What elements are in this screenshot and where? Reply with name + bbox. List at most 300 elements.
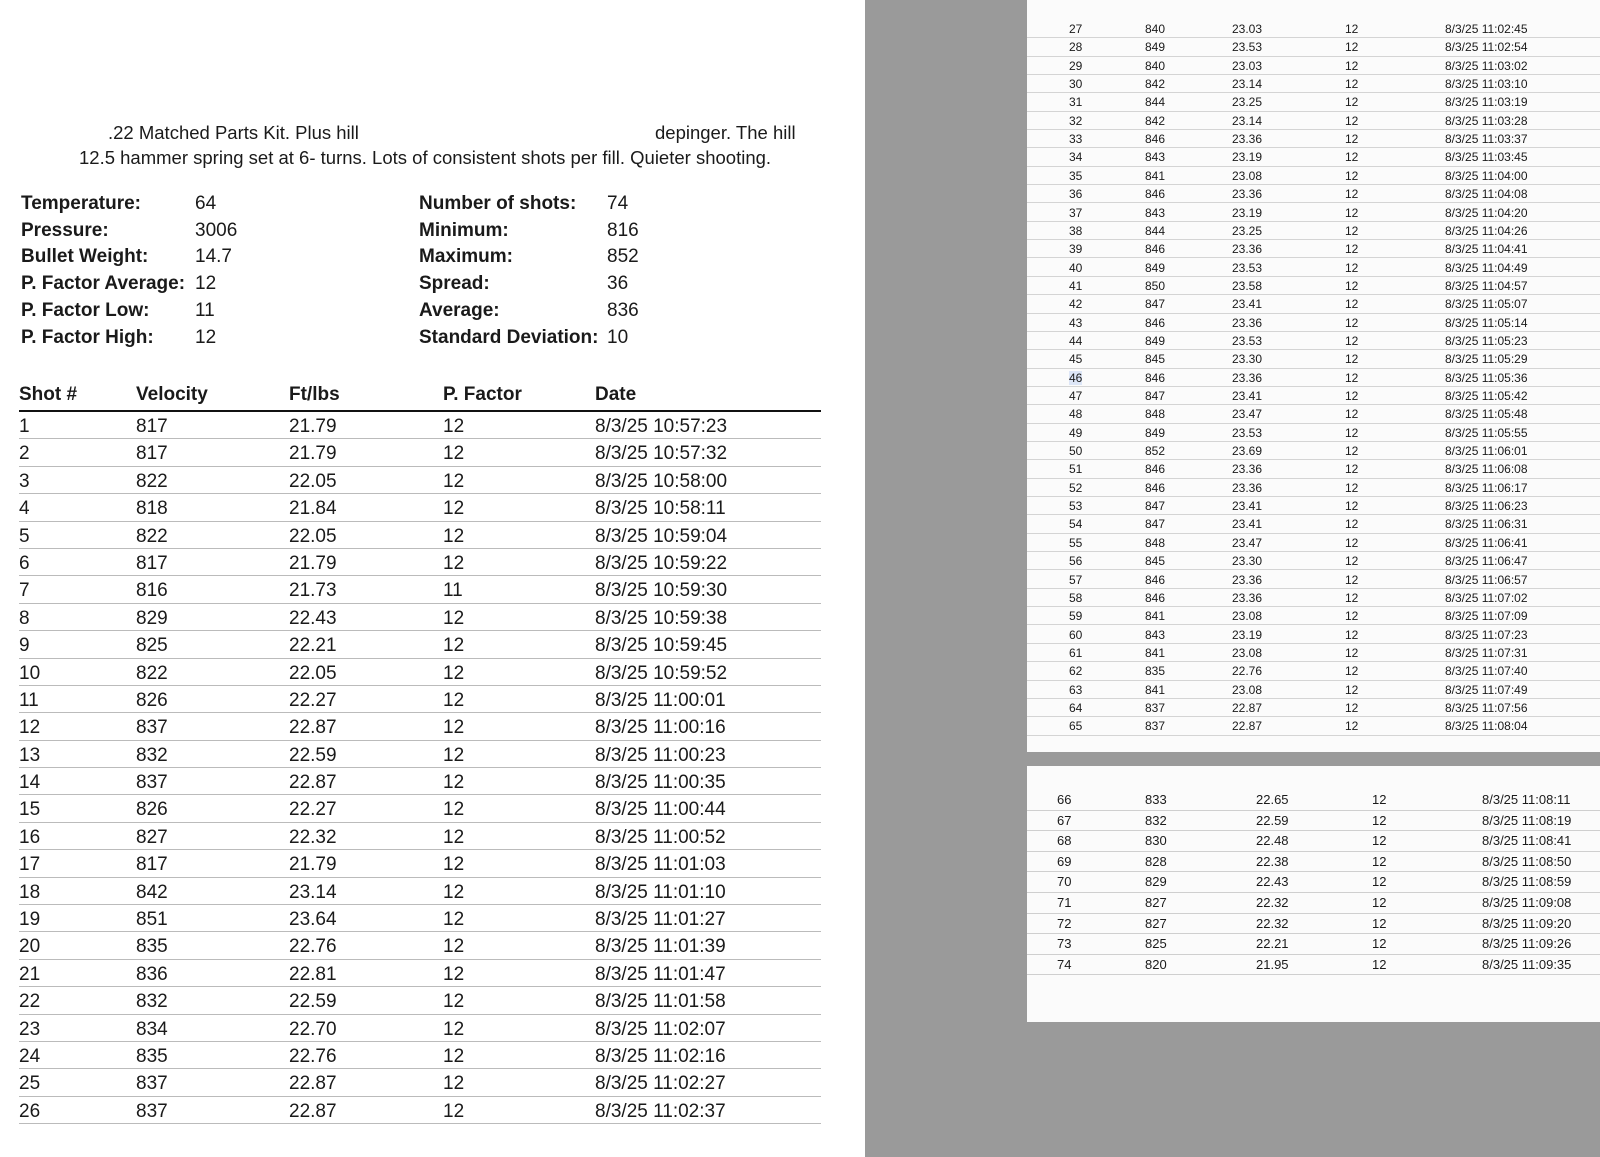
table-cell: 55 [1069,535,1083,550]
table-cell: 36 [1069,187,1083,202]
table-cell: 35 [1069,168,1083,183]
stat-label: Pressure: [21,219,109,241]
table-cell: 12 [1345,590,1359,605]
table-cell: 851 [136,909,168,931]
table-row [19,905,821,932]
table-row [19,823,821,850]
table-row [19,878,821,905]
table-row [1027,588,1600,607]
table-cell: 837 [136,772,168,794]
table-cell: 23.36 [1232,187,1263,202]
table-cell: 59 [1069,609,1083,624]
table-cell: 34 [1069,150,1083,165]
table-cell: 8/3/25 10:59:45 [595,635,728,657]
table-cell: 73 [1057,936,1072,952]
table-cell: 22.87 [289,772,337,794]
table-cell: 841 [1145,168,1166,183]
table-row [19,768,821,795]
stat-value: 36 [607,273,629,295]
table-cell: 846 [1145,572,1166,587]
table-cell: 849 [1145,260,1166,275]
table-row [1027,258,1600,277]
table-row [1027,423,1600,442]
table-row [1027,625,1600,644]
table-cell: 12 [443,689,465,711]
table-cell: 8/3/25 11:00:44 [595,799,726,821]
table-cell: 50 [1069,444,1083,459]
table-row [1027,239,1600,258]
table-cell: 23.14 [1232,77,1263,92]
table-cell: 23.14 [1232,113,1263,128]
table-cell: 22.59 [289,744,337,766]
table-cell: 8/3/25 11:05:07 [1445,297,1528,312]
table-cell: 23.64 [289,909,337,931]
table-cell: 23.41 [1232,297,1263,312]
table-row [1027,913,1600,935]
table-cell: 12 [1345,260,1359,275]
table-cell: 6 [19,552,30,574]
table-cell: 12 [1372,874,1387,890]
table-cell: 12 [1372,833,1387,849]
table-cell: 8/3/25 11:09:26 [1482,936,1572,952]
table-row [1027,933,1600,955]
table-cell: 39 [1069,242,1083,257]
table-row [1027,459,1600,478]
table-cell: 12 [1372,956,1387,972]
table-cell: 23.25 [1232,95,1263,110]
table-cell: 12 [1345,223,1359,238]
table-cell: 10 [19,662,41,684]
table-cell: 12 [1372,853,1387,869]
table-cell: 12 [1345,682,1359,697]
table-row [1027,514,1600,533]
table-cell: 8/3/25 11:05:23 [1445,333,1528,348]
table-cell: 8/3/25 11:07:23 [1445,627,1528,642]
stat-label: P. Factor High: [21,326,154,348]
table-cell: 20 [19,936,41,958]
table-cell: 22.32 [1256,895,1289,910]
stat-label: Average: [419,299,500,321]
table-row [1027,276,1600,295]
table-cell: 23.36 [1232,370,1263,385]
table-cell: 29 [1069,58,1083,73]
table-cell: 12 [443,909,465,931]
table-cell: 8/3/25 11:03:19 [1445,95,1528,110]
table-cell: 12 [1345,113,1359,128]
table-cell: 45 [1069,352,1083,367]
table-cell: 12 [1345,242,1359,257]
table-cell: 12 [1345,278,1359,293]
table-cell: 21.79 [289,854,337,876]
table-cell: 12 [443,826,465,848]
stat-value: 3006 [195,219,238,241]
stat-label: Bullet Weight: [21,246,149,268]
table-cell: 72 [1057,915,1072,931]
table-row [19,576,821,603]
table-cell: 12 [443,991,465,1013]
table-cell: 12 [443,744,465,766]
table-cell: 38 [1069,223,1083,238]
table-cell: 12 [1345,205,1359,220]
table-row [1027,570,1600,589]
table-cell: 26 [19,1100,41,1122]
table-cell: 832 [136,991,168,1013]
table-cell: 8/3/25 10:57:23 [595,416,728,437]
table-cell: 12 [443,1018,465,1040]
table-cell: 22.59 [1256,812,1289,828]
table-cell: 8/3/25 10:59:52 [595,662,728,684]
table-cell: 8/3/25 11:00:23 [595,744,726,766]
table-cell: 12 [1345,480,1359,495]
table-cell: 8/3/25 10:57:32 [595,443,728,465]
table-cell: 22.87 [1232,719,1263,734]
table-cell: 23.08 [1232,645,1263,660]
table-cell: 52 [1069,480,1083,495]
table-cell: 835 [136,1045,168,1067]
stat-value: 11 [195,299,215,321]
table-row [1027,551,1600,570]
table-cell: 8/3/25 11:03:45 [1445,150,1528,165]
table-cell: 22.59 [289,991,337,1013]
table-row [1027,680,1600,699]
table-cell: 12 [1345,627,1359,642]
table-row [1027,129,1600,148]
table-cell: 25 [19,1073,41,1095]
notes-line-1-right: depinger. The hill [655,122,796,143]
table-cell: 822 [136,525,168,547]
stat-value: 64 [195,193,217,214]
table-cell: 12 [1345,315,1359,330]
table-cell: 22.70 [289,1018,337,1040]
table-cell: 8/3/25 11:02:54 [1445,40,1528,55]
table-cell: 846 [1145,242,1166,257]
table-cell: 12 [1345,425,1359,440]
table-cell: 12 [1345,40,1359,55]
table-cell: 23.03 [1232,22,1263,36]
table-row [1027,478,1600,497]
table-cell: 8/3/25 11:05:48 [1445,407,1528,422]
table-cell: 8/3/25 11:07:09 [1445,609,1528,624]
table-cell: 8/3/25 11:01:47 [595,963,726,985]
stat-value: 836 [607,299,639,321]
shot-table-page-1 [19,382,821,1124]
table-row [1027,661,1600,680]
table-row [19,987,821,1014]
table-cell: 8/3/25 11:03:10 [1445,77,1528,92]
table-cell: 844 [1145,223,1166,238]
table-cell: 8/3/25 10:58:00 [595,470,728,492]
table-cell: 44 [1069,333,1083,348]
table-cell: 22.05 [289,662,337,684]
header-velocity: Velocity [136,384,208,405]
table-cell: 841 [1145,682,1166,697]
table-cell: 2 [19,443,30,465]
table-cell: 69 [1057,853,1072,869]
stat-label: Maximum: [419,246,513,268]
table-cell: 21.95 [1256,956,1289,972]
table-cell: 27 [1069,22,1083,36]
table-cell: 822 [136,470,168,492]
table-cell: 12 [443,607,465,629]
table-cell: 68 [1057,833,1072,849]
table-row [1027,166,1600,185]
table-cell: 42 [1069,297,1083,312]
table-cell: 8/3/25 11:03:37 [1445,132,1528,147]
table-header [19,382,821,412]
table-row [19,741,821,768]
table-cell: 849 [1145,40,1166,55]
table-cell: 8/3/25 11:09:08 [1482,895,1572,910]
table-cell: 23.36 [1232,572,1263,587]
table-cell: 8/3/25 11:08:50 [1482,853,1572,869]
table-cell: 842 [1145,77,1166,92]
table-cell: 22.21 [289,635,337,657]
table-cell: 21.79 [289,552,337,574]
table-cell: 8/3/25 11:06:41 [1445,535,1528,550]
table-cell: 8/3/25 11:05:29 [1445,352,1528,367]
table-row [1027,716,1600,735]
notes-line-2: 12.5 hammer spring set at 6- turns. Lots of consistent shots per fill. Quieter shooting. [79,147,772,168]
stat-value: 14.7 [195,246,232,268]
table-cell: 8/3/25 11:02:37 [595,1100,726,1122]
table-cell: 51 [1069,462,1083,477]
table-cell: 22.32 [289,826,337,848]
table-cell: 12 [1345,389,1359,403]
table-cell: 23.14 [289,881,337,903]
table-cell: 827 [136,826,168,848]
table-cell: 54 [1069,517,1083,532]
table-cell: 22.21 [1256,936,1289,952]
table-cell: 832 [1145,812,1167,828]
table-cell: 848 [1145,407,1166,422]
table-cell: 33 [1069,132,1083,147]
table-cell: 12 [1372,812,1387,828]
table-cell: 8/3/25 11:08:11 [1482,792,1571,807]
table-cell: 818 [136,498,168,520]
table-cell: 23.36 [1232,480,1263,495]
table-cell: 12 [443,1045,465,1067]
table-cell: 23.69 [1232,444,1263,459]
table-cell: 48 [1069,407,1083,422]
table-cell: 850 [1145,278,1166,293]
table-cell: 837 [136,1073,168,1095]
table-cell: 12 [443,1100,465,1122]
table-cell: 28 [1069,40,1083,55]
stat-value: 816 [607,219,639,241]
table-cell: 14 [19,772,41,794]
table-row [1027,871,1600,893]
table-cell: 23 [19,1018,41,1040]
table-cell: 11 [19,689,39,711]
table-cell: 22.43 [1256,874,1289,890]
table-cell: 23.53 [1232,425,1263,440]
table-cell: 817 [136,416,168,437]
table-cell: 8/3/25 11:04:57 [1445,278,1528,293]
table-cell: 41 [1069,278,1083,293]
table-cell: 23.47 [1232,407,1263,422]
table-row [1027,92,1600,111]
table-cell: 40 [1069,260,1083,275]
table-row [1027,147,1600,166]
table-cell: 8/3/25 11:01:03 [595,854,726,876]
table-cell: 12 [1372,915,1387,931]
table-cell: 24 [19,1045,41,1067]
table-cell: 49 [1069,425,1083,440]
table-row [1027,789,1600,811]
table-cell: 23.53 [1232,40,1263,55]
stat-label: P. Factor Average: [21,273,186,295]
table-row [1027,533,1600,552]
table-cell: 12 [443,717,465,739]
table-row [1027,184,1600,203]
table-cell: 23.53 [1232,260,1263,275]
table-cell: 1 [19,416,30,437]
stat-label: Spread: [419,273,490,295]
table-cell: 843 [1145,627,1166,642]
table-cell: 816 [136,580,168,602]
table-cell: 12 [443,1073,465,1095]
table-cell: 845 [1145,352,1166,367]
table-cell: 8/3/25 11:09:20 [1482,915,1572,931]
table-row [1027,19,1600,38]
header-ftlbs: Ft/lbs [289,384,340,405]
table-cell: 8/3/25 11:02:16 [595,1045,726,1067]
table-cell: 23.08 [1232,682,1263,697]
table-cell: 837 [1145,700,1166,715]
table-cell: 817 [136,854,168,876]
table-cell: 8/3/25 11:03:28 [1445,113,1528,128]
table-cell: 21.79 [289,416,337,437]
table-row [1027,368,1600,387]
table-cell: 12 [1345,700,1359,715]
table-cell: 12 [1345,609,1359,624]
table-row [1027,830,1600,852]
table-cell: 843 [1145,205,1166,220]
table-cell: 8/3/25 11:07:56 [1445,700,1528,715]
table-cell: 8/3/25 11:02:27 [595,1073,726,1095]
table-cell: 836 [136,963,168,985]
table-row [1027,111,1600,130]
table-cell: 7 [19,580,30,602]
table-cell: 846 [1145,187,1166,202]
table-cell: 22.76 [289,1045,337,1067]
table-row [19,604,821,631]
table-cell: 8/3/25 11:07:40 [1445,664,1528,679]
table-cell: 12 [443,470,465,492]
stat-value: 12 [195,273,217,295]
table-row [19,439,821,466]
table-row [1027,954,1600,976]
table-cell: 8/3/25 11:08:59 [1482,874,1572,890]
table-cell: 12 [443,525,465,547]
table-row [19,631,821,658]
table-cell: 849 [1145,425,1166,440]
table-row [1027,56,1600,75]
table-cell: 12 [1345,554,1359,569]
table-cell: 843 [1145,150,1166,165]
table-cell: 23.36 [1232,315,1263,330]
table-cell: 837 [1145,719,1166,734]
table-cell: 16 [19,826,41,848]
table-cell: 23.41 [1232,499,1263,514]
table-row [1027,203,1600,222]
table-cell: 12 [1345,132,1359,147]
table-cell: 22.87 [289,1100,337,1122]
table-cell: 43 [1069,315,1083,330]
table-cell: 8/3/25 11:07:02 [1445,590,1528,605]
table-cell: 8/3/25 11:04:20 [1445,205,1528,220]
table-cell: 12 [1372,792,1387,807]
table-cell: 23.41 [1232,517,1263,532]
table-cell: 21.84 [289,498,337,520]
table-cell: 3 [19,470,30,492]
table-cell: 17 [19,854,41,876]
table-cell: 62 [1069,664,1083,679]
table-cell: 22.87 [1232,700,1263,715]
table-row [19,1069,821,1096]
table-cell: 65 [1069,719,1083,734]
table-cell: 22.27 [289,799,337,821]
table-cell: 840 [1145,22,1166,36]
table-row [1027,643,1600,662]
table-cell: 847 [1145,517,1166,532]
table-cell: 847 [1145,389,1166,403]
stat-value: 12 [195,326,217,348]
table-row [19,932,821,959]
stat-label: P. Factor Low: [21,299,150,321]
table-cell: 12 [1345,333,1359,348]
table-cell: 12 [443,498,465,520]
table-row [1027,74,1600,93]
table-cell: 74 [1057,956,1072,972]
table-cell: 849 [1145,333,1166,348]
table-cell: 12 [443,552,465,574]
table-cell: 22.05 [289,470,337,492]
table-cell: 30 [1069,77,1083,92]
table-cell: 8/3/25 10:59:38 [595,607,728,629]
table-cell: 833 [1145,792,1167,807]
table-cell: 844 [1145,95,1166,110]
table-cell: 12 [443,799,465,821]
table-cell: 817 [136,552,168,574]
table-cell: 817 [136,443,168,465]
table-cell: 8/3/25 11:08:41 [1482,833,1572,849]
table-row [19,494,821,521]
table-cell: 8/3/25 10:59:04 [595,525,728,547]
table-cell: 8/3/25 11:06:23 [1445,499,1528,514]
table-cell: 21.73 [289,580,337,602]
table-cell: 8/3/25 10:58:11 [595,498,726,520]
table-row [19,713,821,740]
table-row [1027,313,1600,332]
table-cell: 12 [19,717,41,739]
table-cell: 47 [1069,389,1083,403]
table-cell: 8/3/25 11:06:47 [1445,554,1528,569]
table-cell: 12 [1345,352,1359,367]
table-cell: 18 [19,881,41,903]
document-page-3 [1027,766,1600,1022]
table-cell: 23.19 [1232,150,1263,165]
table-cell: 23.53 [1232,333,1263,348]
document-page-2 [1027,0,1600,752]
table-cell: 842 [136,881,168,903]
table-cell: 12 [443,443,465,465]
table-cell: 22.81 [289,963,337,985]
table-cell: 66 [1057,792,1072,807]
table-cell: 8/3/25 11:06:01 [1445,444,1528,459]
table-cell: 8/3/25 11:01:10 [595,881,726,903]
table-cell: 8/3/25 11:07:31 [1445,645,1528,660]
